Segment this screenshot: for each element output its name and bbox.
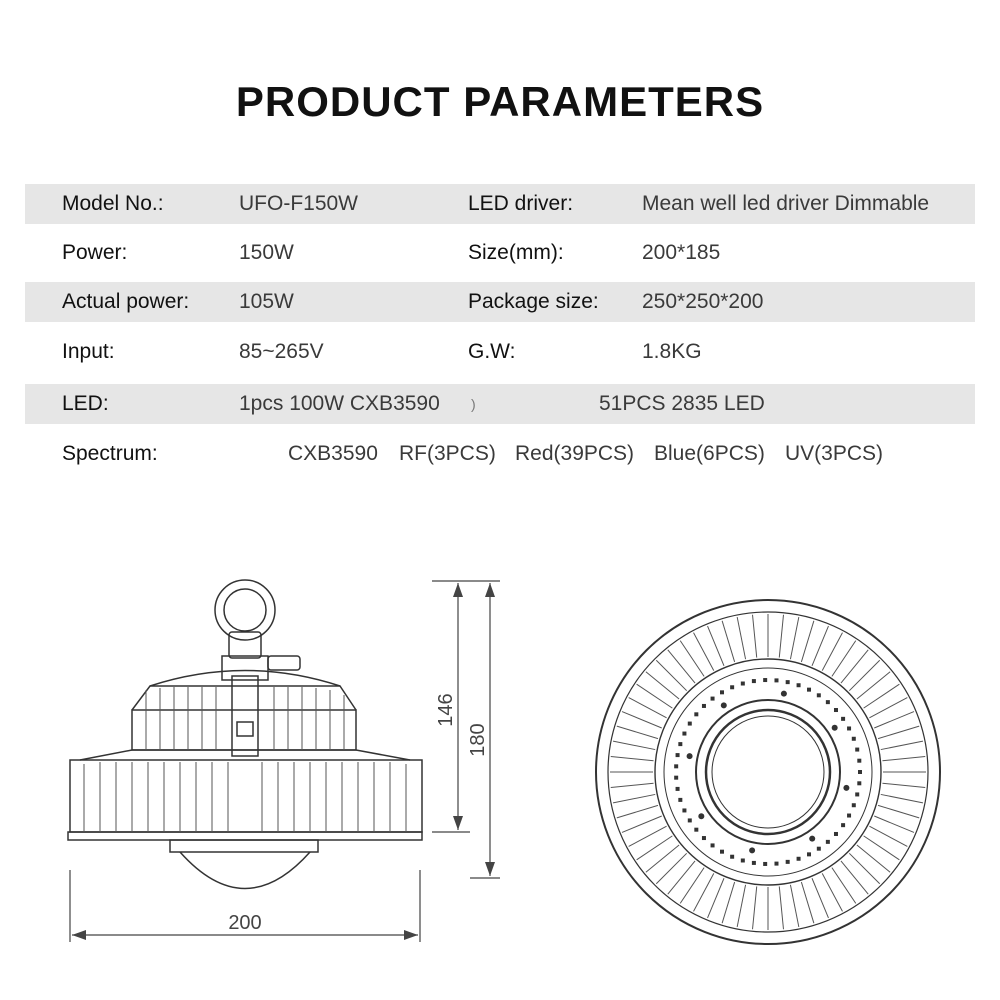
size-label: Size(mm): xyxy=(468,241,564,264)
led-chip xyxy=(857,759,861,763)
led-chip xyxy=(741,858,745,862)
led-chip xyxy=(826,700,830,704)
led-chip xyxy=(763,862,767,866)
height-inner-label: 146 xyxy=(435,693,457,727)
heatsink-fin xyxy=(656,853,686,883)
led-chip xyxy=(855,748,859,752)
heatsink-fin xyxy=(613,741,655,749)
gw-label: G.W: xyxy=(468,340,516,363)
led-chip xyxy=(841,717,845,721)
led-chip xyxy=(857,781,861,785)
led-value-smd: 51PCS 2835 LED xyxy=(599,392,765,415)
led-chip xyxy=(752,679,756,683)
led-chip xyxy=(752,861,756,865)
heatsink-fin xyxy=(722,882,734,923)
heatsink-fin xyxy=(753,886,757,929)
led-chip xyxy=(852,803,856,807)
page-title: PRODUCT PARAMETERS xyxy=(235,78,765,125)
spectrum-item-blue: Blue(6PCS) xyxy=(654,442,765,465)
led-chip xyxy=(678,798,682,802)
led-chip xyxy=(688,818,692,822)
heatsink-fin xyxy=(753,615,757,658)
heatsink-fin xyxy=(668,650,695,683)
heatsink-fin xyxy=(668,861,695,894)
heatsink-fin xyxy=(841,861,868,894)
led-chip xyxy=(807,688,811,692)
led-chip xyxy=(855,792,859,796)
led-chip xyxy=(834,832,838,836)
led-chip xyxy=(702,704,706,708)
heatsink-fin xyxy=(611,757,654,761)
mount-dot xyxy=(749,847,755,853)
spectrum-label: Spectrum: xyxy=(62,442,158,465)
spectrum-item-uv: UV(3PCS) xyxy=(785,442,884,465)
heatsink-fin xyxy=(882,757,925,761)
heatsink-fin xyxy=(622,712,662,728)
led-value-cob: 1pcs 100W CXB3590 xyxy=(239,392,440,415)
led-chip xyxy=(682,732,686,736)
led-driver-label: LED driver: xyxy=(468,192,574,215)
led-chip xyxy=(807,852,811,856)
heatsink-fin xyxy=(841,650,868,683)
led-chip xyxy=(741,682,745,686)
led-chip xyxy=(730,855,734,859)
mount-dot xyxy=(698,813,704,819)
led-chip xyxy=(786,680,790,684)
led-chip xyxy=(678,742,682,746)
led-chip xyxy=(702,836,706,840)
power-label: Power: xyxy=(62,241,128,264)
led-chip xyxy=(797,857,801,861)
side-view-drawing xyxy=(68,580,422,889)
height-dimensions xyxy=(432,581,500,878)
led-chip xyxy=(826,840,830,844)
width-label: 200 xyxy=(228,912,262,934)
led-chip xyxy=(676,787,680,791)
heatsink-fin xyxy=(611,783,654,787)
actual-power-label: Actual power: xyxy=(62,290,190,313)
height-outer-label: 180 xyxy=(467,723,489,757)
heatsink-fin xyxy=(708,878,724,918)
heatsink-fin xyxy=(656,660,686,690)
heatsink-fin xyxy=(874,712,914,728)
heatsink-fin xyxy=(812,878,828,918)
heatsink-fin xyxy=(849,853,879,883)
heatsink-fin xyxy=(737,885,745,927)
led-chip xyxy=(730,685,734,689)
led-chip xyxy=(852,737,856,741)
led-chip xyxy=(688,722,692,726)
heatsink-fin xyxy=(874,816,914,832)
heatsink-fin xyxy=(881,794,923,802)
model-value: UFO-F150W xyxy=(239,192,359,215)
heatsink-fin xyxy=(790,617,798,659)
heatsink-fin xyxy=(882,783,925,787)
heatsink-fin xyxy=(849,660,879,690)
heatsink-fin xyxy=(878,805,919,817)
input-value: 85~265V xyxy=(239,340,324,363)
heatsink-fin xyxy=(722,621,734,662)
led-chip xyxy=(817,693,821,697)
led-chip xyxy=(786,860,790,864)
mount-dot xyxy=(832,725,838,731)
led-chip xyxy=(711,697,715,701)
spectrum-item-cxb: CXB3590 xyxy=(288,442,378,465)
mount-dot xyxy=(809,836,815,842)
led-chip xyxy=(847,726,851,730)
led-chip xyxy=(720,850,724,854)
heatsink-fin xyxy=(878,726,919,738)
bottom-view-drawing xyxy=(596,600,940,944)
heatsink-fin xyxy=(622,816,662,832)
actual-power-value: 105W xyxy=(239,290,294,313)
heatsink-fin xyxy=(737,617,745,659)
led-separator: ) xyxy=(471,396,476,412)
mount-dot xyxy=(843,785,849,791)
led-chip xyxy=(774,862,778,866)
package-size-value: 250*250*200 xyxy=(642,290,764,313)
gw-value: 1.8KG xyxy=(642,340,702,363)
power-value: 150W xyxy=(239,241,294,264)
led-chip xyxy=(817,847,821,851)
heatsink-fin xyxy=(646,845,679,872)
heatsink-fin xyxy=(646,672,679,699)
led-chip xyxy=(763,678,767,682)
led-chip xyxy=(674,776,678,780)
size-value: 200*185 xyxy=(642,241,721,264)
heatsink-fin xyxy=(801,882,813,923)
led-label: LED: xyxy=(62,392,109,415)
led-chip xyxy=(711,843,715,847)
heatsink-fin xyxy=(857,672,890,699)
heatsink-fin xyxy=(617,726,658,738)
package-size-label: Package size: xyxy=(468,290,599,313)
led-chip xyxy=(834,708,838,712)
mount-dot xyxy=(781,691,787,697)
led-chip xyxy=(720,690,724,694)
heatsink-fin xyxy=(801,621,813,662)
heatsink-fin xyxy=(779,886,783,929)
heatsink-fin xyxy=(779,615,783,658)
heatsink-fin xyxy=(617,805,658,817)
led-chip xyxy=(774,678,778,682)
led-chip xyxy=(858,770,862,774)
heatsink-fin xyxy=(708,626,724,666)
mount-dot xyxy=(721,702,727,708)
led-driver-value: Mean well led driver Dimmable xyxy=(642,192,930,215)
led-chip xyxy=(797,683,801,687)
spectrum-item-rf: RF(3PCS) xyxy=(399,442,496,465)
heatsink-fin xyxy=(790,885,798,927)
led-chip xyxy=(676,753,680,757)
led-chip xyxy=(674,764,678,768)
heatsink-fin xyxy=(881,741,923,749)
heatsink-fin xyxy=(857,845,890,872)
model-label: Model No.: xyxy=(62,192,164,215)
led-chip xyxy=(694,712,698,716)
spectrum-item-red: Red(39PCS) xyxy=(515,442,635,465)
mount-dot xyxy=(687,753,693,759)
input-label: Input: xyxy=(62,340,115,363)
led-chip xyxy=(841,823,845,827)
heatsink-fin xyxy=(613,794,655,802)
heatsink-fin xyxy=(812,626,828,666)
led-chip xyxy=(694,828,698,832)
led-chip xyxy=(682,808,686,812)
led-chip xyxy=(847,814,851,818)
